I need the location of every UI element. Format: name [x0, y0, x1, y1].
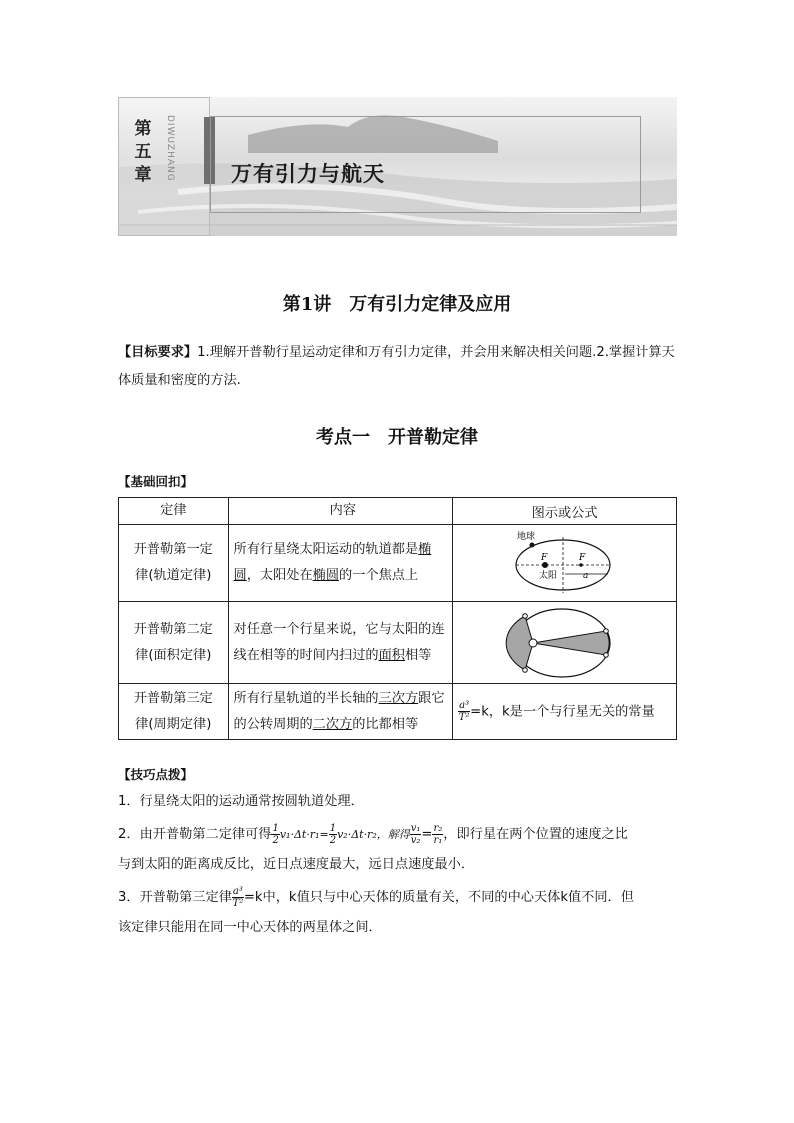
table-row — [119, 684, 677, 740]
orbit-ellipse-figure — [453, 525, 677, 602]
goal-tag: 【目标要求】 — [118, 345, 198, 360]
law-name: 开普勒第一定 律(轨道定律) — [119, 525, 229, 602]
svg-text:太阳: 太阳 — [539, 571, 558, 581]
svg-text:F: F — [541, 553, 548, 563]
header-figure: 图示或公式 — [453, 498, 677, 525]
law-name: 开普勒第三定 律(周期定律) — [119, 684, 229, 740]
third-law-formula: $\frac{\text{a³}}{\text{T²}}$ =k，k是一个与行星无关的常量 — [453, 684, 677, 740]
law-name: 开普勒第二定 律(面积定律) — [119, 602, 229, 684]
goal-text: 1.理解开普勒行星运动定律和万有引力定律，并会用来解决相关问题.2.掌握计算天体质量和密度的方法. — [118, 345, 675, 388]
tip-3-cont: 该定律只能用在同一中心天体的两星体之间． — [118, 920, 382, 935]
learning-goals — [118, 339, 678, 395]
law-content: 所有行星绕太阳运动的轨道都是椭圆，太阳处在椭圆的一个焦点上 — [228, 525, 453, 602]
section-title: 考点一 开普勒定律 — [316, 427, 478, 448]
kepler-laws-table — [118, 497, 677, 740]
tips-block — [118, 788, 688, 942]
header-law: 定律 — [119, 498, 229, 525]
tip-2: 2．由开普勒第二定律可得 $\frac{1}{2}$ v₁·Δt·r₁= $\frac{1}{2}$ v₂·Δt·r₂，解得 $\frac{\text{v₁}}{\text{v₂}}$ = $\frac{\text{r₂}}{\text{r₁}}$ ，即行星在两个位置的速度之比 — [118, 822, 628, 846]
chapter-pinyin: DIWUZHANG — [165, 115, 175, 182]
svg-text:a: a — [583, 571, 589, 581]
header-content: 内容 — [228, 498, 453, 525]
equal-area-figure — [453, 602, 677, 684]
svg-text:地球: 地球 — [517, 532, 536, 542]
tip-1: 1．行星绕太阳的运动通常按圆轨道处理． — [118, 794, 364, 809]
lecture-title: 第1讲 万有引力定律及应用 — [282, 294, 512, 315]
fraction-a3-T2: $\frac{\text{a³}}{\text{T²}}$ — [458, 700, 470, 723]
table-row — [119, 525, 677, 602]
law-content: 所有行星轨道的半长轴的三次方跟它的公转周期的二次方的比都相等 — [228, 684, 453, 740]
tips-heading: 【技巧点拨】 — [118, 767, 194, 782]
chapter-title: 万有引力与航天 — [231, 162, 385, 186]
table-row — [119, 602, 677, 684]
law-content: 对任意一个行星来说，它与太阳的连线在相等的时间内扫过的面积相等 — [228, 602, 453, 684]
tip-3: 3．开普勒第三定律 $\frac{\text{a³}}{\text{T²}}$ =k中，k值只与中心天体的质量有关，不同的中心天体k值不同．但 — [118, 885, 634, 909]
svg-text:F: F — [579, 553, 586, 563]
table-header-row — [119, 498, 677, 525]
basics-heading: 【基础回扣】 — [118, 474, 194, 489]
chapter-number: 第 五 章 — [134, 119, 152, 185]
tip-2-cont: 与到太阳的距离成反比，近日点速度最大，远日点速度最小． — [118, 857, 475, 872]
